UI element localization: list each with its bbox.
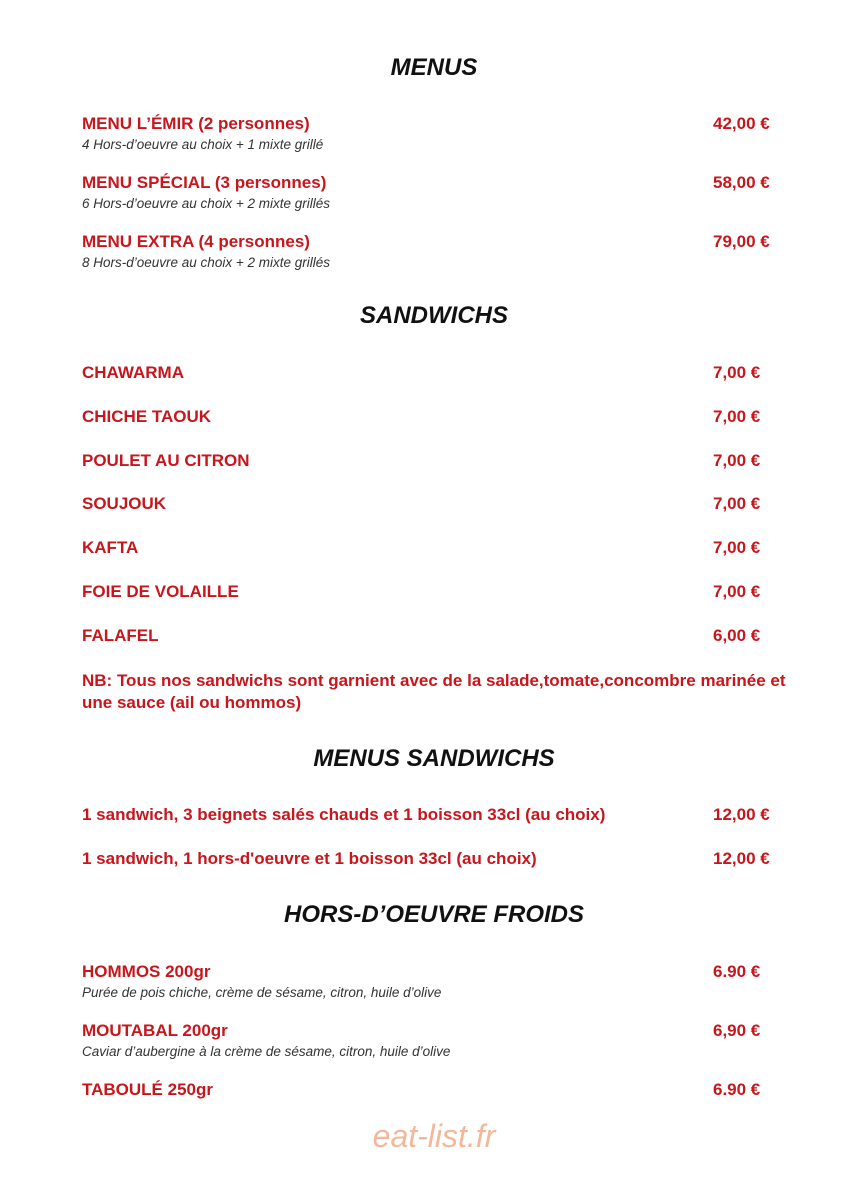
menu-item-name <box>82 114 310 134</box>
item-name: HOMMOS 200gr <box>82 962 211 981</box>
item-quantity: (3 personnes) <box>214 173 327 192</box>
item-description: 6 Hors-d’oeuvre au choix + 2 mixte grillés <box>82 196 330 211</box>
item-name: 1 sandwich, 3 beignets salés chauds et 1 boisson 33cl (au choix) <box>82 805 606 824</box>
item-price: 58,00 € <box>713 173 770 192</box>
item-name: MENU L’ÉMIR <box>82 114 194 133</box>
item-price: 6.90 € <box>713 1080 761 1099</box>
menu-item-name <box>82 232 310 252</box>
item-description: Purée de pois chiche, crème de sésame, citron, huile d’olive <box>82 985 442 1000</box>
item-price: 12,00 € <box>713 805 770 824</box>
item-price: 6.90 € <box>713 962 761 981</box>
item-price: 7,00 € <box>713 451 761 470</box>
sandwich-note: NB: Tous nos sandwichs sont garnient avec de la salade,tomate,concombre marinée et une sauce (ail ou hommos) <box>82 671 786 712</box>
section-title-menus-sandwichs: MENUS SANDWICHS <box>313 745 555 772</box>
section-title-menus: MENUS <box>390 54 478 81</box>
section-title-sandwichs: SANDWICHS <box>360 302 508 329</box>
item-name: MENU EXTRA <box>82 232 194 251</box>
item-price: 7,00 € <box>713 582 761 601</box>
watermark: eat-list.fr <box>372 1118 496 1154</box>
item-price: 7,00 € <box>713 407 761 426</box>
item-price: 79,00 € <box>713 232 770 251</box>
item-name: CHICHE TAOUK <box>82 407 212 426</box>
item-price: 6,90 € <box>713 1021 761 1040</box>
item-name: MOUTABAL 200gr <box>82 1021 228 1040</box>
item-name: KAFTA <box>82 538 139 557</box>
item-quantity: (2 personnes) <box>198 114 310 133</box>
item-description: 4 Hors-d’oeuvre au choix + 1 mixte grillé <box>82 137 324 152</box>
item-name: FALAFEL <box>82 626 159 645</box>
item-name: POULET AU CITRON <box>82 451 250 470</box>
item-price: 6,00 € <box>713 626 761 645</box>
item-price: 42,00 € <box>713 114 770 133</box>
item-description: Caviar d’aubergine à la crème de sésame, citron, huile d’olive <box>82 1044 451 1059</box>
item-name: MENU SPÉCIAL <box>82 173 211 192</box>
item-price: 7,00 € <box>713 538 761 557</box>
item-price: 7,00 € <box>713 363 761 382</box>
menu-item-name <box>82 173 326 193</box>
item-description: 8 Hors-d’oeuvre au choix + 2 mixte grillés <box>82 255 330 270</box>
item-price: 7,00 € <box>713 494 761 513</box>
item-name: TABOULÉ 250gr <box>82 1080 213 1099</box>
section-title-hors-doeuvre-froids: HORS-D’OEUVRE FROIDS <box>283 901 585 928</box>
item-price: 12,00 € <box>713 849 770 868</box>
item-name: SOUJOUK <box>82 494 167 513</box>
item-name: FOIE DE VOLAILLE <box>82 582 239 601</box>
item-quantity: (4 personnes) <box>198 232 310 251</box>
item-name: 1 sandwich, 1 hors-d'oeuvre et 1 boisson 33cl (au choix) <box>82 849 537 868</box>
item-name: CHAWARMA <box>82 363 184 382</box>
